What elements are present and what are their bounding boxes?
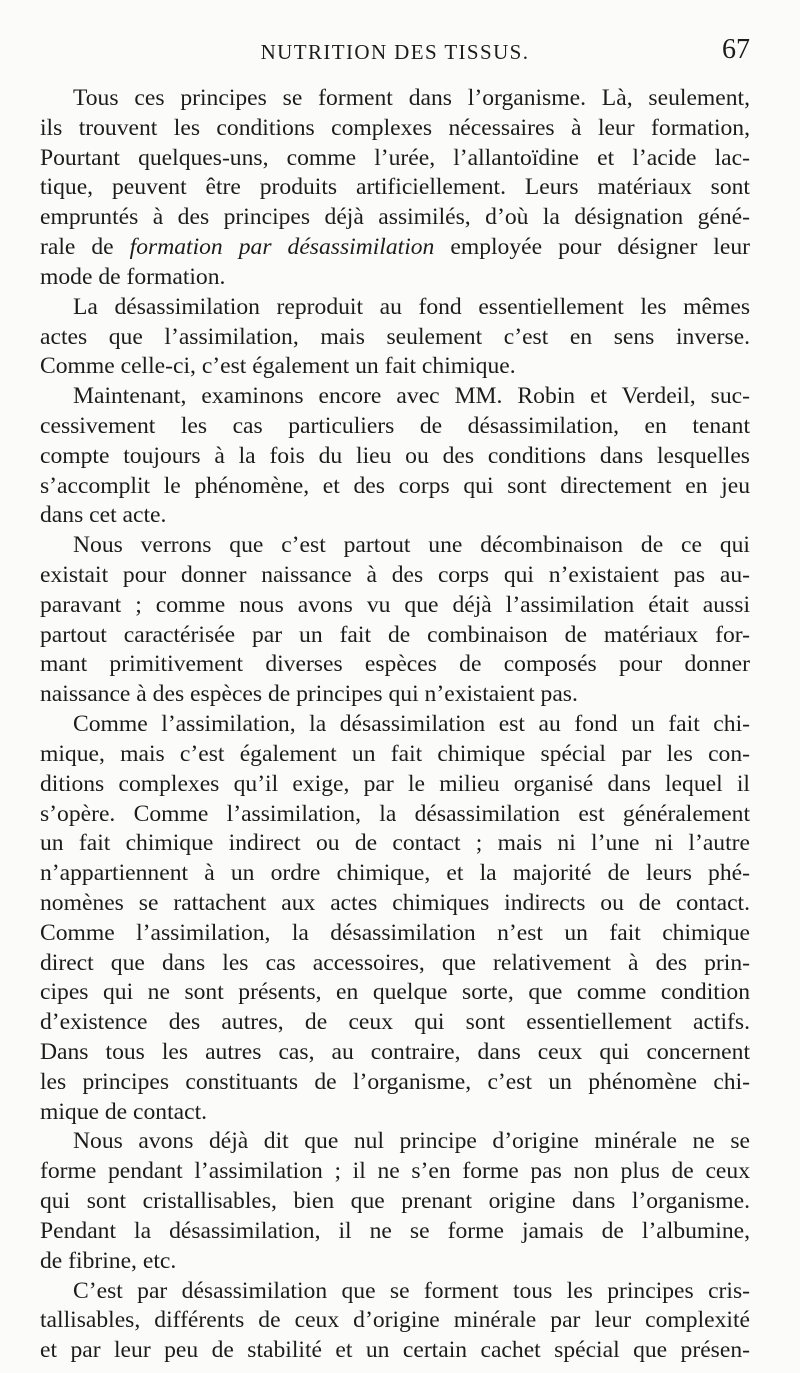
text-line: ils trouvent les conditions complexes nécessaires à leur formation, [40, 114, 750, 141]
text-line: tique, peuvent être produits artificiellement. Leurs matériaux sont [40, 174, 750, 201]
text-line: direct que dans les cas accessoires, que relativement à des prin- [40, 949, 750, 976]
text-line: Nous verrons que c’est partout une décombinaison de ce qui [73, 532, 750, 559]
text-line: Tous ces principes se forment dans l’organisme. Là, seulement, [73, 85, 750, 111]
text-line: naissance à des espèces de principes qui n’existaient pas. [40, 681, 578, 708]
text-line: cipes qui ne sont présents, en quelque sorte, que comme condition [40, 979, 750, 1006]
body-text [40, 84, 750, 1366]
text-line: Comme l’assimilation, la désassimilation est au fond un fait chi- [73, 711, 750, 738]
text-line: s’accomplit le phénomène, et des corps qui sont directement en jeu [40, 472, 750, 499]
text-line: mique de contact. [40, 1098, 208, 1125]
text-line: Comme celle-ci, c’est également un fait chimique. [40, 353, 516, 380]
text-line: un fait chimique indirect ou de contact ; mais ni l’une ni l’autre [40, 830, 750, 857]
running-head [40, 34, 750, 74]
text-line: qui sont cristallisables, bien que prenant origine dans l’organisme. [40, 1188, 750, 1215]
text-line: paravant ; comme nous avons vu que déjà l’assimilation était aussi [40, 591, 750, 618]
text-line: La désassimilation reproduit au fond essentiellement les mêmes [73, 293, 750, 320]
text-line: et par leur peu de stabilité et un certain cachet spécial que présen- [40, 1337, 750, 1364]
text-line: mode de formation. [40, 263, 226, 290]
page-number: 67 [722, 34, 750, 65]
text-line: les principes constituants de l’organisme, c’est un phénomène chi- [40, 1068, 750, 1095]
text-line: de fibrine, etc. [40, 1247, 177, 1274]
text-line: mant primitivement diverses espèces de composés pour donner [40, 651, 750, 678]
text-line: actes que l’assimilation, mais seulement c’est en sens inverse. [40, 323, 750, 350]
text-line: n’appartiennent à un ordre chimique, et la majorité de leurs phé- [40, 860, 750, 887]
text-line: existait pour donner naissance à des corps qui n’existaient pas au- [40, 562, 750, 588]
text-line: C’est par désassimilation que se forment tous les principes cris- [73, 1277, 750, 1304]
italic-phrase: formation par désassimilation [129, 234, 435, 261]
text-line: cessivement les cas particuliers de désassimilation, en tenant [40, 412, 750, 439]
text-line: ditions complexes qu’il exige, par le milieu organisé dans lequel il [40, 770, 750, 797]
text-line: Pendant la désassimilation, il ne se forme jamais de l’albumine, [40, 1217, 750, 1244]
text-line: forme pendant l’assimilation ; il ne s’en forme pas non plus de ceux [40, 1158, 750, 1185]
text-line: Dans tous les autres cas, au contraire, dans ceux qui concernent [40, 1039, 750, 1065]
text-line: tallisables, différents de ceux d’origine minérale par leur complexité [40, 1307, 750, 1334]
text-line: Nous avons déjà dit que nul principe d’origine minérale ne se [73, 1128, 750, 1155]
text-line: Maintenant, examinons encore avec MM. Robin et Verdeil, suc- [73, 383, 750, 410]
text-line: Pourtant quelques-uns, comme l’urée, l’allantoïdine et l’acide lac- [40, 144, 750, 171]
text-line: s’opère. Comme l’assimilation, la désassimilation est généralement [40, 800, 750, 827]
text-line: rale de formation par désassimilation employée pour désigner leur [40, 234, 750, 261]
text-line: d’existence des autres, de ceux qui sont essentiellement actifs. [40, 1009, 750, 1036]
text-line: mique, mais c’est également un fait chimique spécial par les con- [40, 740, 750, 767]
text-line: partout caractérisée par un fait de combinaison de matériaux for- [40, 621, 750, 648]
text-line: empruntés à des principes déjà assimilés, d’où la désignation géné- [40, 204, 750, 231]
text-line: compte toujours à la fois du lieu ou des conditions dans lesquelles [40, 442, 750, 469]
text-line: Comme l’assimilation, la désassimilation n’est un fait chimique [40, 919, 750, 946]
running-title: NUTRITION DES TISSUS. [260, 40, 530, 64]
text-line: dans cet acte. [40, 502, 167, 529]
text-line: nomènes se rattachent aux actes chimiques indirects ou de contact. [40, 889, 750, 916]
